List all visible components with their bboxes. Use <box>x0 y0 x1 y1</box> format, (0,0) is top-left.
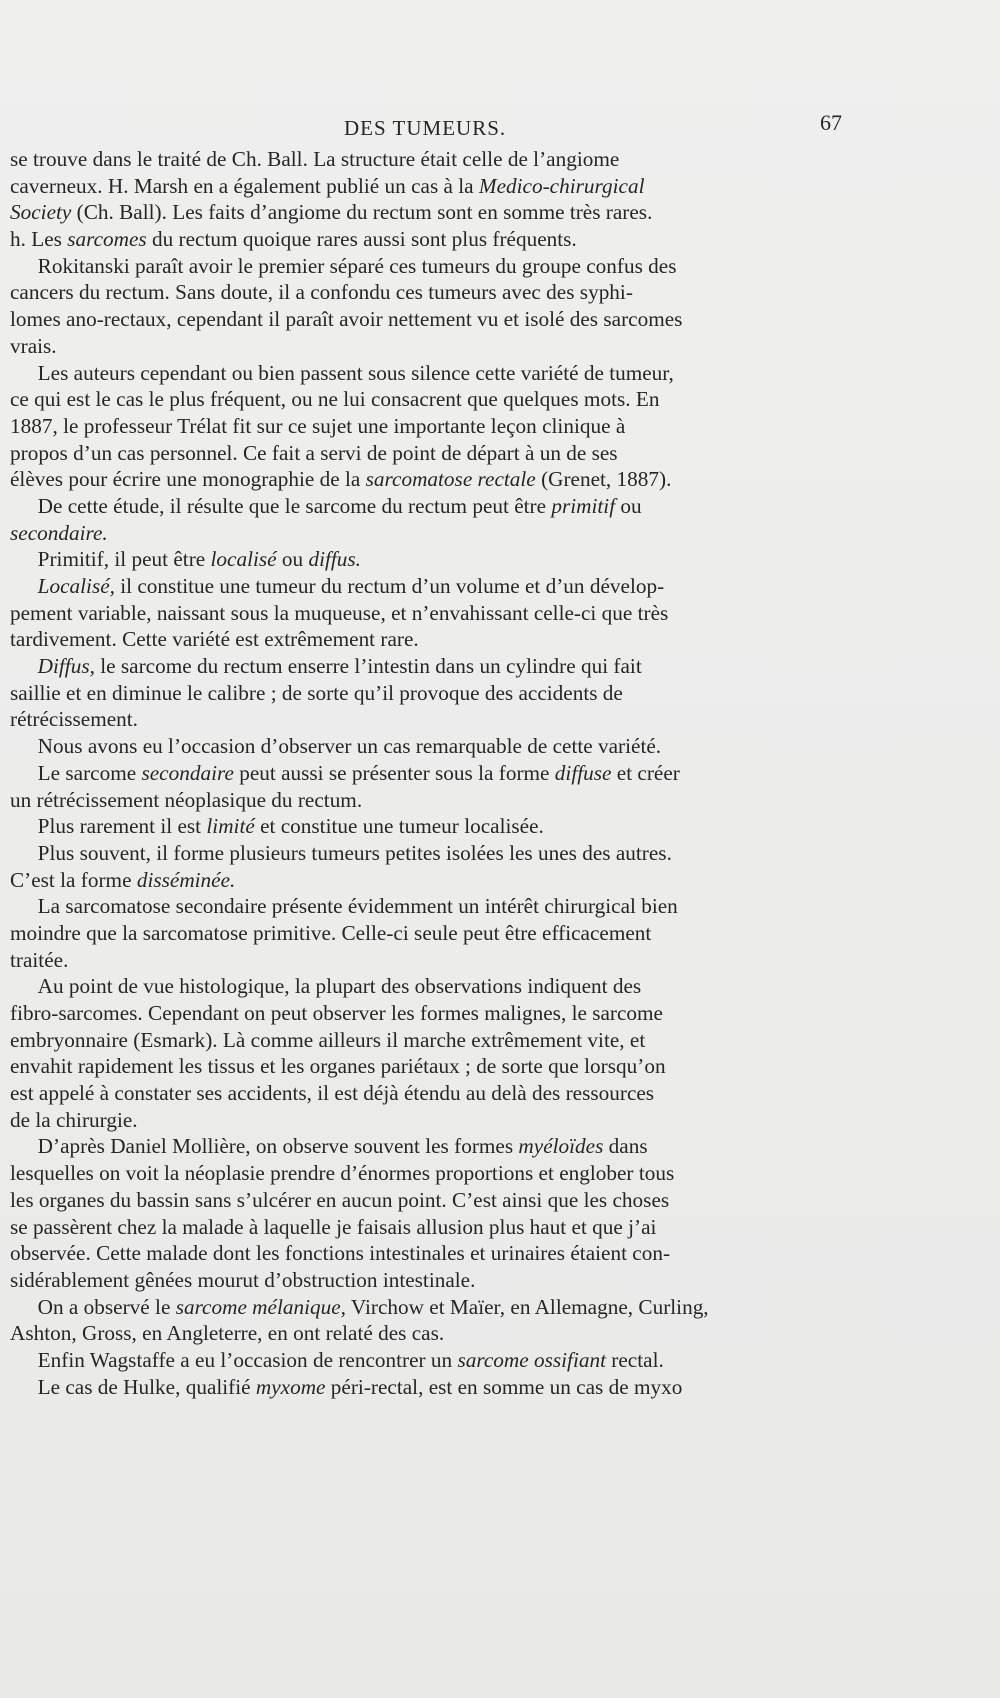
italic-span: primitif <box>551 493 616 518</box>
text-span: et constitue une tumeur localisée. <box>254 814 544 839</box>
text-line <box>10 493 860 520</box>
text-line <box>10 360 860 387</box>
text-span: Plus souvent, il forme plusieurs tumeurs petites isolées les unes des autres. <box>37 840 672 865</box>
text-line <box>10 173 860 200</box>
page-header <box>0 108 1000 140</box>
italic-span: Diffus, <box>37 654 95 679</box>
text-span: moindre que la sarcomatose primitive. Celle-ci seule peut être efficacement <box>10 920 652 945</box>
text-line <box>10 466 860 493</box>
text-span: Virchow et Maïer, en Allemagne, Curling, <box>345 1294 709 1319</box>
text-line <box>10 306 860 333</box>
text-line <box>10 1107 860 1134</box>
text-span: Rokitanski paraît avoir le premier séparé ces tumeurs du groupe confus des <box>37 253 677 278</box>
text-span: peut aussi se présenter sous la forme <box>233 760 555 785</box>
text-line <box>10 920 860 947</box>
text-span: De cette étude, il résulte que le sarcome du rectum peut être <box>37 493 552 518</box>
text-span: le sarcome du rectum enserre l’intestin dans un cylindre qui fait <box>94 654 642 679</box>
text-line <box>10 893 860 920</box>
text-line <box>10 226 860 253</box>
text-line <box>10 787 860 814</box>
text-line <box>10 653 860 680</box>
text-line <box>10 440 860 467</box>
text-line <box>10 1214 860 1241</box>
text-span: Le sarcome <box>37 760 142 785</box>
text-line <box>10 253 860 280</box>
italic-span: diffus. <box>308 547 361 572</box>
text-span: un rétrécissement néoplasique du rectum. <box>10 787 363 812</box>
italic-span: diffuse <box>554 760 612 785</box>
text-span: envahit rapidement les tissus et les organes pariétaux ; de sorte que lorsqu’on <box>10 1054 666 1079</box>
text-line <box>10 146 860 173</box>
text-span: traitée. <box>10 947 69 972</box>
text-line <box>10 1294 860 1321</box>
text-line <box>10 1053 860 1080</box>
italic-span: secondaire. <box>10 520 108 545</box>
text-line <box>10 973 860 1000</box>
text-span: La sarcomatose secondaire présente évidemment un intérêt chirurgical bien <box>37 894 678 919</box>
text-line <box>10 760 860 787</box>
italic-span: sarcomes <box>67 227 147 252</box>
text-line <box>10 333 860 360</box>
text-span: sidérablement gênées mourut d’obstruction intestinale. <box>10 1267 476 1292</box>
text-line <box>10 199 860 226</box>
text-line <box>10 840 860 867</box>
text-span: Primitif, il peut être <box>37 547 211 572</box>
text-line <box>10 1160 860 1187</box>
italic-span: Medico-chirurgical <box>478 173 645 198</box>
text-span: observée. Cette malade dont les fonctions intestinales et urinaires étaient con- <box>10 1241 671 1266</box>
running-title: DES TUMEURS. <box>344 116 507 140</box>
text-span: Ashton, Gross, en Angleterre, en ont relaté des cas. <box>10 1321 445 1346</box>
text-span: lomes ano-rectaux, cependant il paraît avoir nettement vu et isolé des sarcomes <box>10 307 683 332</box>
text-line <box>10 1240 860 1267</box>
text-span: lesquelles on voit la néoplasie prendre d’énormes proportions et englober tous <box>10 1161 675 1186</box>
text-span: Enfin Wagstaffe a eu l’occasion de rencontrer un <box>37 1347 458 1372</box>
text-span: se passèrent chez la malade à laquelle je faisais allusion plus haut et que j’ai <box>10 1214 657 1239</box>
italic-span: sarcome mélanique, <box>175 1294 346 1319</box>
text-span: les organes du bassin sans s’ulcérer en aucun point. C’est ainsi que les choses <box>10 1187 670 1212</box>
italic-span: disséminée. <box>136 867 236 892</box>
text-span: (Ch. Ball). Les faits d’angiome du rectum sont en somme très rares. <box>71 200 653 225</box>
text-span: D’après Daniel Mollière, on observe souvent les formes <box>37 1134 519 1159</box>
italic-span: sarcome ossifiant <box>457 1347 606 1372</box>
text-span: caverneux. H. Marsh en a également publié un cas à la <box>10 173 479 198</box>
italic-span: myxome <box>255 1374 326 1399</box>
text-span: Le cas de Hulke, qualifié <box>37 1374 256 1399</box>
text-span: ou <box>615 493 642 518</box>
text-line <box>10 813 860 840</box>
italic-span: sarcomatose rectale <box>365 467 536 492</box>
text-span: C’est la forme <box>10 867 137 892</box>
text-line <box>10 680 860 707</box>
text-span: du rectum quoique rares aussi sont plus fréquents. <box>146 227 577 252</box>
text-span: dans <box>603 1134 648 1159</box>
text-line <box>10 1000 860 1027</box>
text-span: propos d’un cas personnel. Ce fait a servi de point de départ à un de ses <box>10 440 618 465</box>
text-line <box>10 1374 860 1401</box>
text-line <box>10 573 860 600</box>
text-span: il constitue une tumeur du rectum d’un volume et d’un dévelop- <box>114 574 665 598</box>
text-line <box>10 1133 860 1160</box>
text-span: cancers du rectum. Sans doute, il a confondu ces tumeurs avec des syphi- <box>10 280 633 305</box>
text-span: de la chirurgie. <box>10 1107 138 1132</box>
text-span: vrais. <box>10 333 57 358</box>
text-span: Nous avons eu l’occasion d’observer un cas remarquable de cette variété. <box>37 734 662 759</box>
text-line <box>10 1347 860 1374</box>
italic-span: secondaire <box>141 760 234 785</box>
text-line <box>10 600 860 627</box>
italic-span: Society <box>10 200 72 225</box>
text-line <box>10 413 860 440</box>
text-span: ou <box>276 547 309 572</box>
italic-span: Localisé, <box>37 574 115 598</box>
italic-span: localisé <box>210 547 277 572</box>
text-line <box>10 1080 860 1107</box>
text-line <box>10 546 860 573</box>
italic-span: limité <box>206 814 255 839</box>
text-span: Les auteurs cependant ou bien passent sous silence cette variété de tumeur, <box>37 360 674 385</box>
text-line <box>10 1027 860 1054</box>
text-span: fibro-sarcomes. Cependant on peut observer les formes malignes, le sarcome <box>10 1001 663 1025</box>
text-span: h. Les <box>10 227 68 252</box>
text-line <box>10 386 860 413</box>
text-span: élèves pour écrire une monographie de la <box>10 467 366 492</box>
text-span: rectal. <box>605 1347 664 1372</box>
text-line <box>10 867 860 894</box>
text-span: pement variable, naissant sous la muqueuse, et n’envahissant celle-ci que très <box>10 600 669 625</box>
text-line <box>10 947 860 974</box>
text-span: rétrécissement. <box>10 707 138 732</box>
text-line <box>10 279 860 306</box>
page-number: 67 <box>820 110 842 135</box>
text-line <box>10 706 860 733</box>
text-span: Au point de vue histologique, la plupart des observations indiquent des <box>37 974 642 999</box>
text-span: On a observé le <box>37 1294 176 1319</box>
text-line <box>10 1187 860 1214</box>
text-span: est appelé à constater ses accidents, il est déjà étendu au delà des ressources <box>10 1081 655 1106</box>
text-line <box>10 520 860 547</box>
text-span: se trouve dans le traité de Ch. Ball. La structure était celle de l’angiome <box>10 147 620 171</box>
italic-span: myéloïdes <box>518 1134 604 1159</box>
text-span: 1887, le professeur Trélat fit sur ce sujet une importante leçon clinique à <box>10 413 626 438</box>
body-text <box>10 146 870 1400</box>
text-span: et créer <box>611 760 680 785</box>
text-line <box>10 1320 860 1347</box>
text-line <box>10 626 860 653</box>
text-line <box>10 1267 860 1294</box>
text-span: ce qui est le cas le plus fréquent, ou ne lui consacrent que quelques mots. En <box>10 387 660 412</box>
text-line <box>10 733 860 760</box>
text-span: Plus rarement il est <box>37 814 207 839</box>
text-span: embryonnaire (Esmark). Là comme ailleurs il marche extrêmement vite, et <box>10 1027 646 1052</box>
text-span: saillie et en diminue le calibre ; de sorte qu’il provoque des accidents de <box>10 680 623 705</box>
text-span: péri-rectal, est en somme un cas de myxo <box>325 1374 683 1399</box>
text-span: (Grenet, 1887). <box>535 467 672 492</box>
text-span: tardivement. Cette variété est extrêmement rare. <box>10 627 419 652</box>
